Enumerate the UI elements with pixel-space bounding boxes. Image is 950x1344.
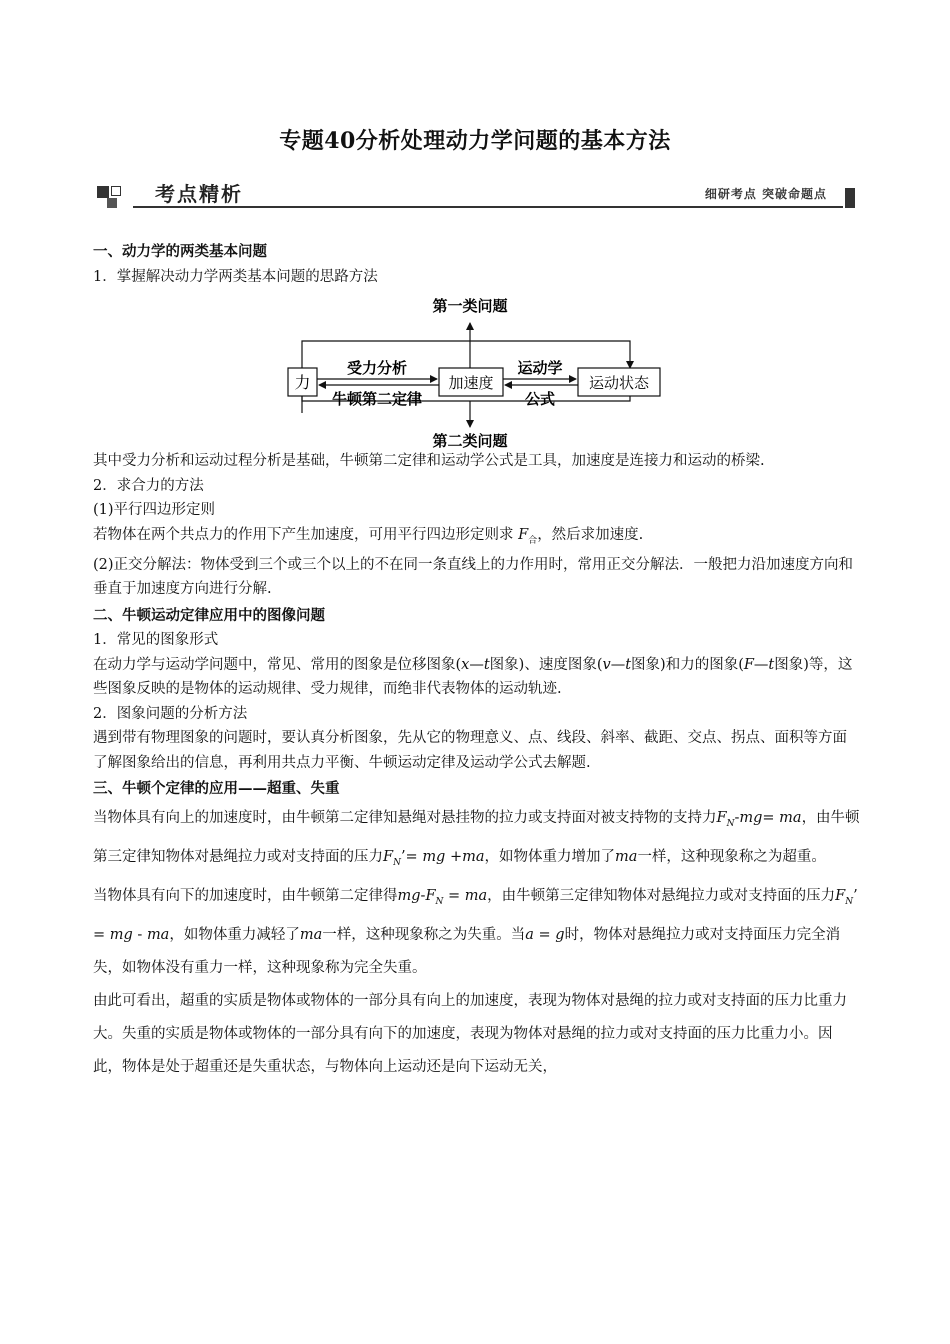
symbol: ma xyxy=(299,926,323,943)
paragraph xyxy=(93,880,861,985)
list-item: 1．常见的图象形式 xyxy=(93,632,219,649)
symbol: F xyxy=(425,887,436,904)
banner-rule xyxy=(133,206,843,208)
text-span: ，如物体重力增加了 xyxy=(484,848,616,865)
symbol: F xyxy=(383,848,394,865)
text-span: - xyxy=(734,809,740,826)
symbol: F xyxy=(716,809,727,826)
page-title: 专题40分析处理动力学问题的基本方法 xyxy=(279,128,671,154)
section-heading: 一、动力学的两类基本问题 xyxy=(93,243,267,260)
diagram-bottom-label: 第二类问题 xyxy=(432,432,508,449)
diagram-top-label: 第一类问题 xyxy=(432,297,508,315)
symbol: ma xyxy=(779,809,802,826)
symbol: t xyxy=(483,656,490,673)
banner-square-icon xyxy=(97,186,109,198)
text-span: - xyxy=(132,926,147,943)
text-span: ，由牛顿第三定律知物体对悬绳拉力或对支持面的压力 xyxy=(487,887,836,904)
text-span: + xyxy=(445,848,463,865)
subscript: N xyxy=(393,857,401,868)
text-span: = xyxy=(443,887,465,904)
paragraph xyxy=(93,523,861,553)
text-span: 图象)、速度图象( xyxy=(489,656,603,673)
banner-square-icon xyxy=(111,186,121,196)
text-span: — xyxy=(610,656,626,673)
subscript: N xyxy=(845,896,854,907)
paragraph: (2)正交分解法：物体受到三个或三个以上的不在同一条直线上的力作用时，常用正交分解法．一般把力沿加速度方向和垂直于加速度方向进行分解. xyxy=(93,556,854,598)
symbol: g xyxy=(555,926,565,943)
concept-diagram xyxy=(93,291,861,449)
section-heading: 三、牛顿个定律的应用——超重、失重 xyxy=(93,780,340,798)
banner-square-icon xyxy=(107,198,117,208)
symbol: ma xyxy=(615,848,638,865)
symbol: a xyxy=(525,926,534,943)
paragraph xyxy=(93,802,861,880)
document-body xyxy=(93,238,861,1084)
text-span: ，如物体重力减轻了 xyxy=(169,926,300,943)
section-heading: 二、牛顿运动定律应用中的图像问题 xyxy=(93,606,325,624)
text-span: = xyxy=(762,809,780,826)
box-acceleration-label: 加速度 xyxy=(448,374,494,392)
text-span: ，由牛顿第三定律知物体对悬绳拉力或对支持面的压力 xyxy=(93,809,860,865)
symbol: mg xyxy=(422,848,446,865)
text-span: ，然后求加速度. xyxy=(537,526,644,543)
subscript: N xyxy=(726,818,735,829)
text-span: 图象)和力的图象( xyxy=(631,656,744,673)
symbol: t xyxy=(768,656,775,673)
text-span: 在动力学与运动学问题中，常见、常用的图象是位移图象( xyxy=(93,656,462,673)
label-kinematics: 运动学 xyxy=(517,359,563,377)
symbol: mg xyxy=(739,809,763,826)
text-span: 当物体具有向上的加速度时，由牛顿第二定律知悬绳对悬挂物的拉力或支持面对被支持物的支持力 xyxy=(93,809,717,826)
diagram-svg xyxy=(93,291,861,449)
paragraph: 由此可看出，超重的实质是物体或物体的一部分具有向上的加速度，表现为物体对悬绳的拉力或对支持面的压力比重力大。失重的实质是物体或物体的一部分具有向下的加速度，表现为物体对悬绳的拉力或对支持面的压力比重力小。因此，物体是处于超重还是失重状态，与物体向上运动还是向下运动无关， xyxy=(93,992,847,1075)
symbol: F xyxy=(518,526,529,543)
text-span: 若物体在两个共点力的作用下产生加速度，可用平行四边形定则求 xyxy=(93,526,514,543)
banner-subtitle: 细研考点 突破命题点 xyxy=(704,187,827,201)
symbol: mg xyxy=(397,887,421,904)
text-span: 时，物体对悬绳拉力或对支持面压力完全消失，如物体没有重力一样，这种现象称为完全失重。 xyxy=(93,926,841,976)
symbol: F xyxy=(743,656,754,673)
banner-end-bar xyxy=(845,188,855,208)
symbol: x xyxy=(461,656,470,673)
section-three-body xyxy=(93,802,861,1084)
text-span: = xyxy=(533,926,556,943)
text-span: — xyxy=(753,656,769,673)
text-span: — xyxy=(469,656,484,673)
text-span: ’ = xyxy=(93,887,858,943)
text-span: - xyxy=(420,887,426,904)
label-newton-second-law: 牛顿第二定律 xyxy=(331,390,423,408)
text-span: 一样，这种现象称之为失重。当 xyxy=(322,926,526,943)
paragraph xyxy=(93,653,861,702)
subscript: 合 xyxy=(528,535,538,546)
sub-item: (1)平行四边形定则 xyxy=(93,502,216,518)
text-span: 一样，这种现象称之为超重。 xyxy=(637,848,826,865)
symbol: ma xyxy=(146,926,170,943)
box-motion-state-label: 运动状态 xyxy=(588,374,650,392)
label-force-analysis: 受力分析 xyxy=(346,359,408,377)
list-item: 2．求合力的方法 xyxy=(93,477,204,494)
label-formula: 公式 xyxy=(524,390,556,408)
text-span: 当物体具有向下的加速度时，由牛顿第二定律得 xyxy=(93,887,398,904)
text-span: 图象)等，这些图象反映的是物体的运动规律、受力规律，而绝非代表物体的运动轨迹. xyxy=(93,656,853,698)
symbol: F xyxy=(835,887,846,904)
symbol: v xyxy=(602,656,611,673)
banner-title: 考点精析 xyxy=(155,182,243,206)
paragraph: 其中受力分析和运动过程分析是基础，牛顿第二定律和运动学公式是工具，加速度是连接力和运动的桥梁. xyxy=(93,453,765,469)
list-item: 2．图象问题的分析方法 xyxy=(93,705,248,722)
list-item: 1．掌握解决动力学两类基本问题的思路方法 xyxy=(93,268,378,285)
box-force-label: 力 xyxy=(294,373,311,392)
symbol: ma xyxy=(464,887,488,904)
section-banner xyxy=(93,178,857,214)
subscript: N xyxy=(435,896,444,907)
paragraph: 遇到带有物理图象的问题时，要认真分析图象，先从它的物理意义、点、线段、斜率、截距、交点、拐点、面积等方面了解图象给出的信息，再利用共点力平衡、牛顿运动定律及运动学公式去解题. xyxy=(93,730,847,771)
symbol: mg xyxy=(109,926,133,943)
text-span: ’= xyxy=(400,848,423,865)
symbol: ma xyxy=(462,848,485,865)
symbol: t xyxy=(625,656,632,673)
